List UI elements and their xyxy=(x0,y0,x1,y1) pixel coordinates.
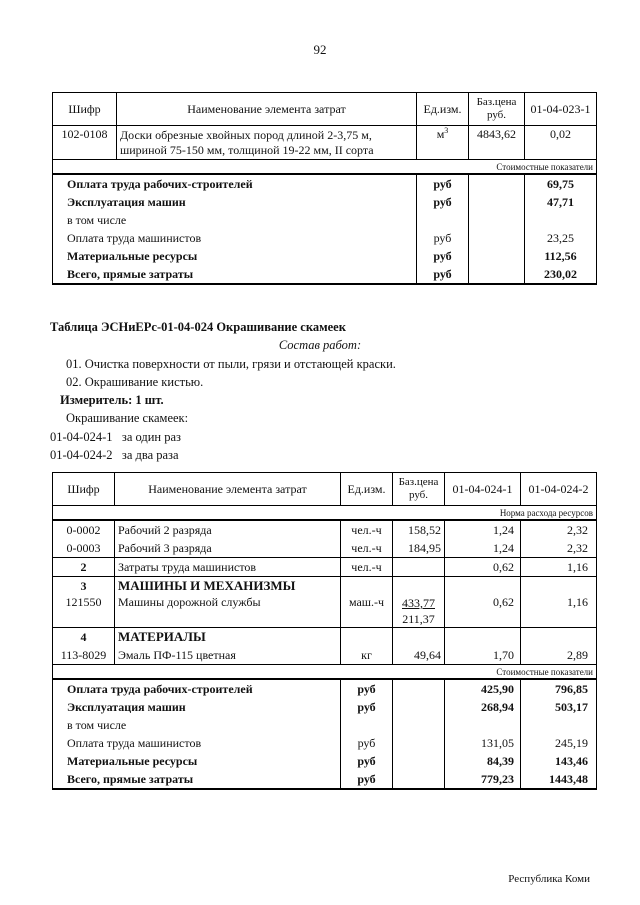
cost-unit: руб xyxy=(417,229,469,247)
cost-value-2: 143,46 xyxy=(521,752,597,770)
resource-code: 0-0002 xyxy=(53,520,115,539)
resource-norm-2: 2,32 xyxy=(521,539,597,558)
cost-label: Оплата труда рабочих-строителей xyxy=(53,679,341,698)
cost-value-1: 425,90 xyxy=(445,679,521,698)
resource-norm-2: 2,89 xyxy=(521,646,597,665)
item-unit: $м^3$ xyxy=(417,126,469,160)
resource-norm-1: 1,70 xyxy=(445,646,521,665)
table-title: Таблица ЭСНиЕРс-01-04-024 Окрашивание скамеек xyxy=(50,320,346,334)
cost-label: Всего, прямые затраты xyxy=(53,770,341,789)
cost-unit: руб xyxy=(417,247,469,265)
item-price: 4843,62 xyxy=(469,126,525,160)
resource-code: 2 xyxy=(53,558,115,577)
resource-norm-1: 0,62 xyxy=(445,595,521,628)
cost-label: Оплата труда машинистов xyxy=(53,229,417,247)
resource-unit: чел.-ч xyxy=(341,558,393,577)
header-price: Баз.цена руб. xyxy=(393,473,445,506)
header-unit: Ед.изм. xyxy=(417,93,469,126)
cost-label: Эксплуатация машин xyxy=(53,193,417,211)
cost-label: Материальные ресурсы xyxy=(53,752,341,770)
cost-value: 230,02 xyxy=(525,265,597,284)
work-step: 02. Окрашивание кистью. xyxy=(66,375,204,389)
cost-label: Всего, прямые затраты xyxy=(53,265,417,284)
header-norm-2: 01-04-024-2 xyxy=(521,473,597,506)
cost-caption: Стоимостные показатели xyxy=(53,160,597,175)
resource-price: 49,64 xyxy=(393,646,445,665)
variant: 01-04-024-1 за один раз xyxy=(50,430,181,444)
resource-price: 184,95 xyxy=(393,539,445,558)
header-price: Баз.цена руб. xyxy=(469,93,525,126)
cost-value: 47,71 xyxy=(525,193,597,211)
header-norm-1: 01-04-024-1 xyxy=(445,473,521,506)
cost-unit: руб xyxy=(341,734,393,752)
work-step: 01. Очистка поверхности от пыли, грязи и отстающей краски. xyxy=(66,357,396,371)
cost-value: 23,25 xyxy=(525,229,597,247)
cost-unit: руб xyxy=(417,265,469,284)
cost-caption: Стоимостные показатели xyxy=(53,665,597,680)
header-norm: 01-04-023-1 xyxy=(525,93,597,126)
group-code: 4 xyxy=(53,628,115,647)
resource-norm-1: 1,24 xyxy=(445,520,521,539)
item-code: 102-0108 xyxy=(53,126,117,160)
resource-price: 433,77 211,37 xyxy=(393,595,445,628)
cost-value-1: 779,23 xyxy=(445,770,521,789)
cost-value: 69,75 xyxy=(525,174,597,193)
cost-label: в том числе xyxy=(53,211,417,229)
header-name: Наименование элемента затрат xyxy=(115,473,341,506)
cost-label: Материальные ресурсы xyxy=(53,247,417,265)
variant: 01-04-024-2 за два раза xyxy=(50,448,179,462)
cost-unit: руб xyxy=(341,752,393,770)
resource-table-01-04-024 xyxy=(52,472,597,790)
header-code: Шифр xyxy=(53,93,117,126)
cost-value-1: 268,94 xyxy=(445,698,521,716)
resource-name: Эмаль ПФ-115 цветная xyxy=(115,646,341,665)
header-unit: Ед.изм. xyxy=(341,473,393,506)
cost-value-2: 796,85 xyxy=(521,679,597,698)
resource-code: 121550 xyxy=(53,595,115,628)
resource-unit: чел.-ч xyxy=(341,520,393,539)
resource-name: Рабочий 3 разряда xyxy=(115,539,341,558)
cost-value: 112,56 xyxy=(525,247,597,265)
group-code: 3 xyxy=(53,577,115,596)
resource-norm-1: 0,62 xyxy=(445,558,521,577)
resource-name: Рабочий 2 разряда xyxy=(115,520,341,539)
cost-unit: руб xyxy=(417,174,469,193)
resource-norm-2: 2,32 xyxy=(521,520,597,539)
cost-label: Оплата труда рабочих-строителей xyxy=(53,174,417,193)
cost-unit: руб xyxy=(341,698,393,716)
cost-value-1: 84,39 xyxy=(445,752,521,770)
resource-code: 113-8029 xyxy=(53,646,115,665)
resource-norm-1: 1,24 xyxy=(445,539,521,558)
resource-norm-2: 1,16 xyxy=(521,595,597,628)
cost-unit: руб xyxy=(417,193,469,211)
resource-name: Машины дорожной службы xyxy=(115,595,341,628)
subject: Окрашивание скамеек: xyxy=(66,411,189,425)
cost-label: Оплата труда машинистов xyxy=(53,734,341,752)
cost-unit: руб xyxy=(341,679,393,698)
resource-code: 0-0003 xyxy=(53,539,115,558)
cost-value-1: 131,05 xyxy=(445,734,521,752)
resource-norm-2: 1,16 xyxy=(521,558,597,577)
group-title: МАТЕРИАЛЫ xyxy=(115,628,341,647)
composition-title: Состав работ: xyxy=(278,338,362,352)
meter: Измеритель: 1 шт. xyxy=(60,393,164,407)
resource-price: 158,52 xyxy=(393,520,445,539)
norm-caption: Норма расхода ресурсов xyxy=(53,506,597,521)
cost-value-2: 1443,48 xyxy=(521,770,597,789)
cost-value-2: 503,17 xyxy=(521,698,597,716)
cost-label: Эксплуатация машин xyxy=(53,698,341,716)
resource-unit: маш.-ч xyxy=(341,595,393,628)
cost-unit: руб xyxy=(341,770,393,789)
cost-label: в том числе xyxy=(53,716,341,734)
resource-unit: чел.-ч xyxy=(341,539,393,558)
group-title: МАШИНЫ И МЕХАНИЗМЫ xyxy=(115,577,341,596)
header-code: Шифр xyxy=(53,473,115,506)
item-name: Доски обрезные хвойных пород длиной 2-3,75 м, шириной 75-150 мм, толщиной 19-22 мм, II сорта xyxy=(117,126,417,160)
cost-value-2: 245,19 xyxy=(521,734,597,752)
resource-table-01-04-023 xyxy=(52,92,597,285)
page-number: 92 xyxy=(313,42,327,57)
resource-name: Затраты труда машинистов xyxy=(115,558,341,577)
footer-region: Республика Коми xyxy=(508,873,590,885)
header-name: Наименование элемента затрат xyxy=(117,93,417,126)
resource-unit: кг xyxy=(341,646,393,665)
item-value: 0,02 xyxy=(525,126,597,160)
